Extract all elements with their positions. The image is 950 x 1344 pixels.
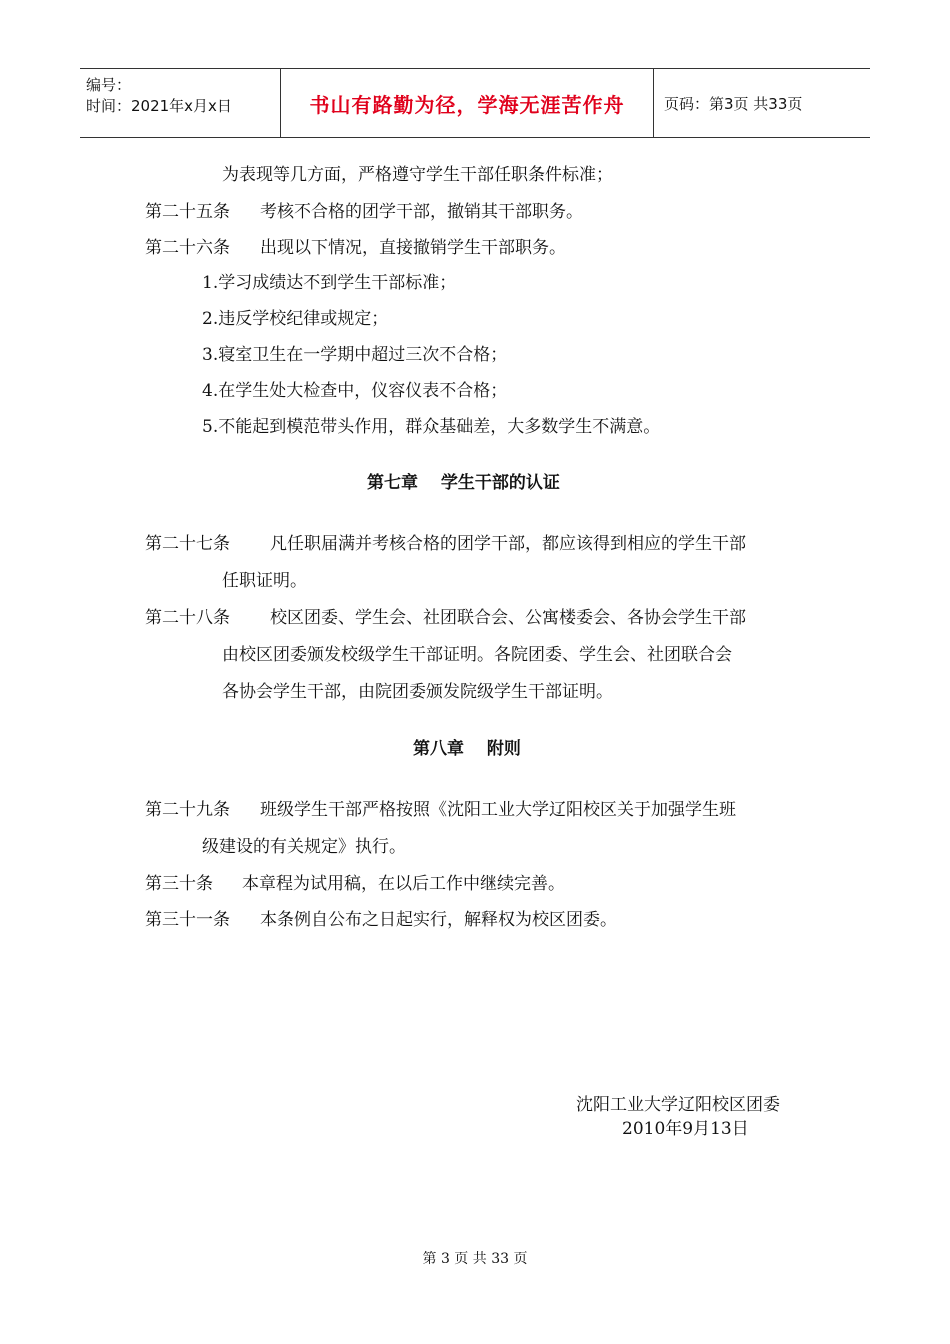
article-31-text: 本条例自公布之日起实行，解释权为校区团委。 xyxy=(260,910,617,930)
continued-line: 为表现等几方面，严格遵守学生干部任职条件标准； xyxy=(222,165,613,185)
header-motto: 书山有路勤为径，学海无涯苦作舟 xyxy=(309,92,625,117)
list-item: 3.寝室卫生在一学期中超过三次不合格； xyxy=(202,345,508,365)
header-meta-cell xyxy=(80,69,281,137)
article-29-line-1: 班级学生干部严格按照《沈阳工业大学辽阳校区关于加强学生班 xyxy=(260,800,736,820)
article-28-line-3: 各协会学生干部，由院团委颁发院级学生干部证明。 xyxy=(222,682,613,702)
article-28-line-2: 由校区团委颁发校级学生干部证明。各院团委、学生会、社团联合会 xyxy=(222,645,732,665)
list-item: 2.违反学校纪律或规定； xyxy=(202,309,389,329)
article-25 xyxy=(145,197,583,222)
article-31-number: 第三十一条 xyxy=(145,910,230,930)
page-header-table xyxy=(80,68,870,138)
article-30-text: 本章程为试用稿，在以后工作中继续完善。 xyxy=(242,874,565,894)
list-item: 5.不能起到模范带头作用，群众基础差，大多数学生不满意。 xyxy=(202,417,661,437)
article-27 xyxy=(145,529,746,554)
doc-time-label: 时间：2021年x月x日 xyxy=(86,97,232,115)
doc-number-label: 编号： xyxy=(86,76,132,94)
signature-date: 2010年9月13日 xyxy=(622,1119,749,1139)
header-page-label: 页码：第3页 共33页 xyxy=(664,94,803,113)
article-29 xyxy=(145,795,736,820)
article-26-text: 出现以下情况，直接撤销学生干部职务。 xyxy=(260,238,566,258)
article-31 xyxy=(145,905,617,930)
article-29-line-2: 级建设的有关规定》执行。 xyxy=(202,837,406,857)
article-26 xyxy=(145,233,566,258)
article-25-text: 考核不合格的团学干部，撤销其干部职务。 xyxy=(260,202,583,222)
article-27-line-1: 凡任职届满并考核合格的团学干部，都应该得到相应的学生干部 xyxy=(270,534,746,554)
list-item: 4.在学生处大检查中，仪容仪表不合格； xyxy=(202,381,508,401)
article-27-number: 第二十七条 xyxy=(145,534,230,554)
article-30 xyxy=(145,869,565,894)
article-28-line-1: 校区团委、学生会、社团联合会、公寓楼委会、各协会学生干部 xyxy=(270,608,746,628)
chapter-7-heading: 第七章 学生干部的认证 xyxy=(367,473,560,493)
article-28 xyxy=(145,603,746,628)
list-item: 1.学习成绩达不到学生干部标准； xyxy=(202,273,457,293)
article-26-number: 第二十六条 xyxy=(145,238,230,258)
article-28-number: 第二十八条 xyxy=(145,608,230,628)
signature-org: 沈阳工业大学辽阳校区团委 xyxy=(576,1095,780,1115)
header-page-cell xyxy=(654,69,870,137)
article-30-number: 第三十条 xyxy=(145,874,213,894)
article-29-number: 第二十九条 xyxy=(145,800,230,820)
page-footer: 第 3 页 共 33 页 xyxy=(422,1251,528,1267)
article-25-number: 第二十五条 xyxy=(145,202,230,222)
chapter-8-heading: 第八章 附则 xyxy=(413,739,521,759)
article-27-line-2: 任职证明。 xyxy=(222,571,307,591)
header-motto-cell xyxy=(281,69,654,137)
